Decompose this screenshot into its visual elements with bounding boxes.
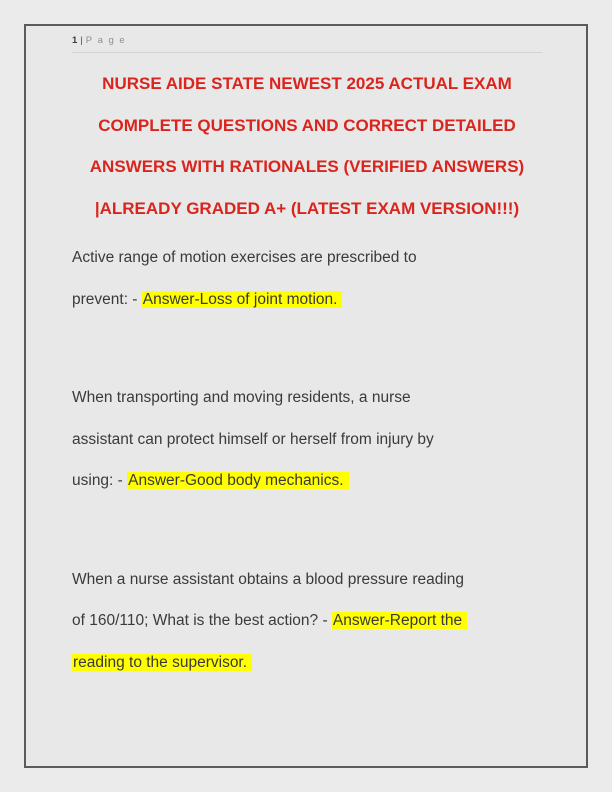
document-title	[72, 63, 542, 229]
text-segment: of 160/110; What is the best action? -	[72, 612, 332, 629]
highlighted-answer: Answer-Loss of joint motion.	[142, 291, 343, 308]
title-line: ANSWERS WITH RATIONALES (VERIFIED ANSWERS)	[89, 157, 525, 176]
question-paragraph	[72, 559, 542, 684]
text-segment: When a nurse assistant obtains a blood pressure reading	[72, 570, 465, 588]
highlighted-answer: Answer-Good body mechanics.	[127, 472, 348, 489]
header-separator: |	[80, 35, 83, 46]
text-segment: using: -	[72, 472, 128, 489]
body-line	[72, 600, 542, 642]
document-body	[72, 237, 542, 683]
body-line	[72, 279, 542, 321]
question-paragraph	[72, 237, 542, 320]
title-line: COMPLETE QUESTIONS AND CORRECT DETAILED	[98, 115, 516, 135]
page-frame	[24, 24, 588, 768]
text-segment: prevent: -	[72, 290, 142, 308]
highlighted-answer: Answer-Report the	[332, 612, 467, 629]
header-page-label: P a g e	[85, 35, 127, 46]
body-line	[72, 460, 542, 502]
body-line	[72, 559, 542, 601]
body-line	[72, 642, 542, 684]
text-segment: assistant can protect himself or herself from injury by	[72, 430, 434, 448]
title-line: NURSE AIDE STATE NEWEST 2025 ACTUAL EXAM	[102, 74, 512, 93]
page-content	[26, 26, 586, 683]
title-line: |ALREADY GRADED A+ (LATEST EXAM VERSION!!!)	[94, 198, 520, 218]
text-segment: When transporting and moving residents, a nurse	[72, 389, 411, 406]
body-line	[72, 419, 542, 461]
body-line	[72, 377, 542, 419]
page-number: 1	[72, 35, 79, 46]
highlighted-answer: reading to the supervisor.	[72, 654, 252, 671]
question-paragraph	[72, 377, 542, 502]
body-line	[72, 237, 542, 279]
page-header	[72, 35, 542, 53]
text-segment: Active range of motion exercises are prescribed to	[72, 249, 417, 266]
